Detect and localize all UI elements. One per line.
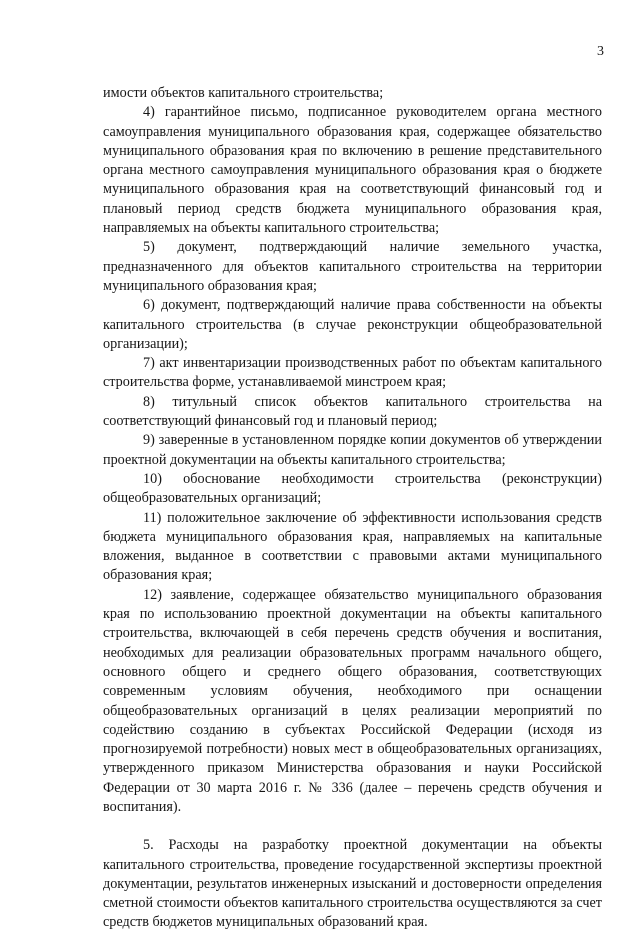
- list-item-9: 9) заверенные в установленном порядке копии документов об утверждении проектной документации на объекты капитального строительства;: [103, 432, 602, 468]
- list-item-6: 6) документ, подтверждающий наличие права собственности на объекты капитального строительства (в случае реконструкции общеобразовательной организации);: [103, 297, 602, 352]
- list-item-10: 10) обоснование необходимости строительства (реконструкции) общеобразовательных организаций;: [103, 470, 602, 507]
- list-item-12: 12) заявление, содержащее обязательство муниципального образования края по использованию проектной документации на объекты капитального строительства, включающей в себя перечень средств обучения и воспитания, необходимых для реализации образовательных программ начального общего, основного общего и среднего общего образования, соответствующих современным условиям обучения, необходимого при оснащении общеобразовательных организаций в целях реализации мероприятий по содействию созданию в субъектах Российской Федерации (исходя из прогнозируемой потребности) новых мест в общеобразовательных организациях, утвержденного приказом Министерства образования и науки Российской Федерации от 30 марта 2016 г. № 336 (далее – перечень средств обучения и воспитания).: [103, 586, 602, 815]
- paragraph-intro: имости объектов капитального строительства;: [103, 85, 384, 101]
- document-body: [103, 84, 602, 933]
- page-number: 3: [597, 44, 604, 59]
- list-item-8: 8) титульный список объектов капитального строительства на соответствующий финансовый год и плановый период;: [103, 393, 602, 430]
- list-item-5: 5) документ, подтверждающий наличие земельного участка, предназначенного для объектов капитального строительства на территории муниципального образования края;: [103, 239, 602, 294]
- list-item-11: 11) положительное заключение об эффективности использования средств бюджета муниципального образования края, направляемых на капитальные вложения, выданное в соответствии с правовыми актами муниципального образования края;: [103, 509, 602, 584]
- paragraph-clause-5: 5. Расходы на разработку проектной документации на объекты капитального строительства, проведение государственной экспертизы проектной документации, результатов инженерных изысканий и достоверности определения сметной стоимости объектов капитального строительства осуществляются за счет средств бюджетов муниципальных образований края.: [103, 837, 602, 931]
- list-item-7: 7) акт инвентаризации производственных работ по объектам капитального строительства форме, устанавливаемой минстроем края;: [103, 355, 602, 391]
- list-item-4: 4) гарантийное письмо, подписанное руководителем органа местного самоуправления муниципального образования края, содержащее обязательство муниципального образования края по включению в решение представительного органа местного самоуправления муниципального образования края о бюджете муниципального образования края на соответствующий финансовый год и плановый период средств бюджета муниципального образования края, направляемых на объекты капитального строительства;: [103, 104, 602, 237]
